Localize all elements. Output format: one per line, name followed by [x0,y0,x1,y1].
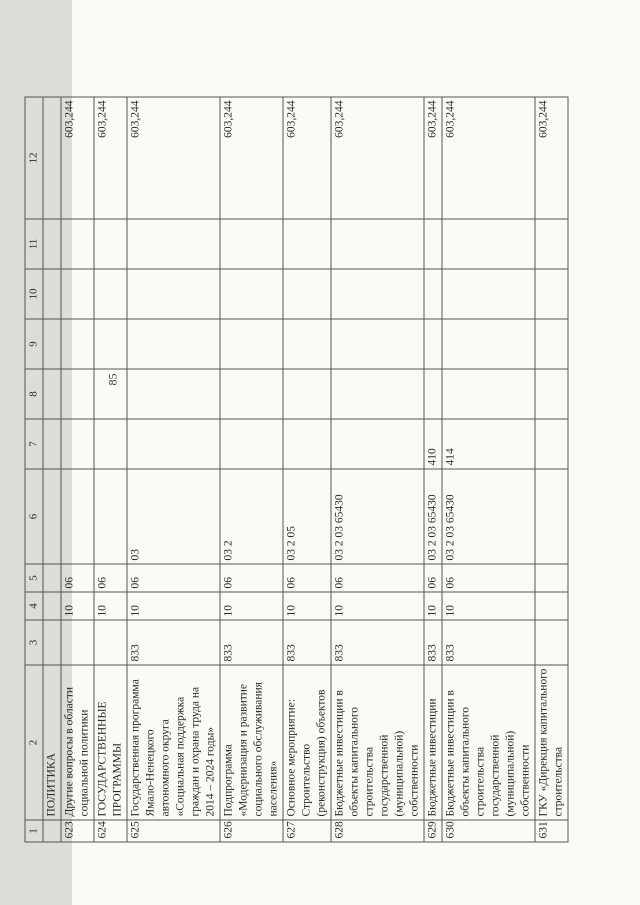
cell [43,564,61,592]
code-expense-type [127,419,220,469]
cell [331,219,424,269]
cell [331,369,424,419]
cell [94,369,127,419]
cell [43,820,61,842]
code-subsection: 06 [94,564,127,592]
row-name: ГОСУДАРСТВЕННЫЕ ПРОГРАММЫ [94,665,127,820]
amount: 603,244 [220,97,283,219]
row-number: 627 [283,820,331,842]
cell [94,319,127,369]
amount: 603,244 [127,97,220,219]
code-ministry [94,620,127,665]
cell [424,319,442,369]
cell [283,219,331,269]
code-expense-type [61,419,94,469]
code-target: 03 [127,469,220,564]
code-ministry [535,620,568,665]
row-name: Бюджетные инвестиции в объекты капитального строительства государственной (муниципальной) собственности [442,665,535,820]
row-name: Основное мероприятие: Строительство (реконструкция) объектов [283,665,331,820]
cell [283,319,331,369]
cell [535,369,568,419]
code-ministry: 833 [442,620,535,665]
cell [43,319,61,369]
code-subsection [535,564,568,592]
code-expense-type [331,419,424,469]
cell [424,269,442,319]
code-ministry: 833 [220,620,283,665]
cell [535,219,568,269]
code-expense-type [220,419,283,469]
row-name: Бюджетные инвестиции в объекты капитального строительства государственной (муниципальной) собственности [331,665,424,820]
cell [424,369,442,419]
code-expense-type: 410 [424,419,442,469]
column-header: 1 [25,820,43,842]
cell [43,419,61,469]
table-row [61,97,94,842]
column-header: 4 [25,592,43,620]
cell [442,319,535,369]
cell [61,219,94,269]
cell [61,369,94,419]
code-section [535,592,568,620]
budget-table [25,97,569,843]
cell [127,269,220,319]
amount: 603,244 [424,97,442,219]
code-target [61,469,94,564]
table-row [283,97,331,842]
row-number: 630 [442,820,535,842]
document-page [27,0,640,905]
cell [535,319,568,369]
cell [331,319,424,369]
column-header: 9 [25,319,43,369]
column-header: 12 [25,97,43,219]
code-target: 03 2 03 65430 [424,469,442,564]
code-ministry [61,620,94,665]
row-number: 623 [61,820,94,842]
table-row [442,97,535,842]
code-subsection: 06 [127,564,220,592]
header-row [25,97,43,842]
code-section: 10 [127,592,220,620]
code-ministry: 833 [127,620,220,665]
column-header: 8 [25,369,43,419]
cell [220,269,283,319]
column-header: 5 [25,564,43,592]
cell [220,319,283,369]
cell [61,269,94,319]
cell [43,369,61,419]
cell [94,269,127,319]
column-header: 7 [25,419,43,469]
code-target: 03 2 03 65430 [331,469,424,564]
cell [127,219,220,269]
cell [283,369,331,419]
row-name: Другие вопросы в области социальной политики [61,665,94,820]
code-ministry: 833 [283,620,331,665]
amount: 603,244 [331,97,424,219]
code-section: 10 [283,592,331,620]
cell [331,269,424,319]
cell [61,319,94,369]
amount: 603,244 [442,97,535,219]
table-row [94,97,127,842]
code-expense-type [535,419,568,469]
table-row [331,97,424,842]
cell [442,219,535,269]
cell [442,369,535,419]
cell [283,269,331,319]
page-number: 85 [105,373,120,386]
code-target: 03 2 [220,469,283,564]
row-number: 626 [220,820,283,842]
cell [43,620,61,665]
table-body [43,97,568,842]
cell [43,97,61,219]
cell [94,219,127,269]
table-row [424,97,442,842]
code-expense-type [94,419,127,469]
code-target [535,469,568,564]
code-section: 10 [61,592,94,620]
code-target: 03 2 05 [283,469,331,564]
code-expense-type: 414 [442,419,535,469]
section-row [43,97,61,842]
cell [442,269,535,319]
cell [43,469,61,564]
column-header: 11 [25,219,43,269]
code-expense-type [283,419,331,469]
row-number: 625 [127,820,220,842]
code-section: 10 [331,592,424,620]
code-ministry: 833 [424,620,442,665]
amount: 603,244 [94,97,127,219]
cell [424,219,442,269]
cell [127,369,220,419]
cell [220,219,283,269]
cell [220,369,283,419]
cell [43,592,61,620]
code-target: 03 2 03 65430 [442,469,535,564]
column-header: 6 [25,469,43,564]
code-subsection: 06 [424,564,442,592]
code-subsection: 06 [283,564,331,592]
code-section: 10 [220,592,283,620]
table-row [535,97,568,842]
code-subsection: 06 [220,564,283,592]
cell [127,319,220,369]
row-name: Государственная программа Ямало-Ненецкого автономного округа «Социальная поддержка граждан и охрана труда на 2014 – 2024 годы» [127,665,220,820]
code-target [94,469,127,564]
table-row [127,97,220,842]
code-ministry: 833 [331,620,424,665]
code-subsection: 06 [61,564,94,592]
row-number: 628 [331,820,424,842]
code-section: 10 [442,592,535,620]
code-subsection: 06 [331,564,424,592]
code-section: 10 [424,592,442,620]
cell [535,269,568,319]
row-number: 631 [535,820,568,842]
row-name: Бюджетные инвестиции [424,665,442,820]
column-header: 10 [25,269,43,319]
code-subsection: 06 [442,564,535,592]
cell [43,269,61,319]
amount: 603,244 [61,97,94,219]
code-section: 10 [94,592,127,620]
section-label: ПОЛИТИКА [43,665,61,820]
amount: 603,244 [535,97,568,219]
row-name: Подпрограмма «Модернизация и развитие социального обслуживания населения» [220,665,283,820]
amount: 603,244 [283,97,331,219]
column-header: 3 [25,620,43,665]
rotated-table-wrapper [25,98,565,843]
table-row [220,97,283,842]
cell [43,219,61,269]
row-number: 624 [94,820,127,842]
row-number: 629 [424,820,442,842]
row-name: ГКУ «Дирекция капитального строительства [535,665,568,820]
column-header: 2 [25,665,43,820]
